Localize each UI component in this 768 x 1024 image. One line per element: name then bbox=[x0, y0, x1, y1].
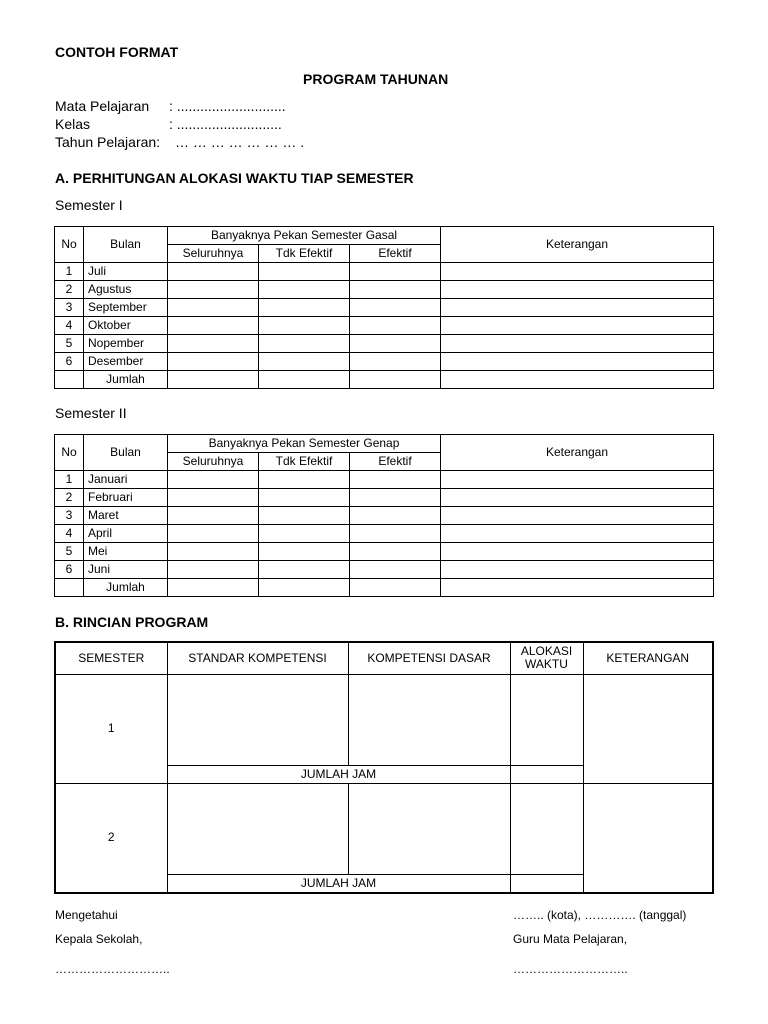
group-header: Banyaknya Pekan Semester Gasal bbox=[168, 227, 441, 245]
col-efektif-header: Efektif bbox=[350, 245, 441, 263]
col-tdk-efektif-header: Tdk Efektif bbox=[259, 245, 350, 263]
row-no: 2 bbox=[55, 489, 84, 507]
top-label: CONTOH FORMAT bbox=[55, 44, 179, 60]
sign-right-line-2: Guru Mata Pelajaran, bbox=[513, 932, 628, 946]
col-keterangan-header: Keterangan bbox=[441, 227, 714, 263]
table-row bbox=[55, 335, 714, 353]
row-no: 4 bbox=[55, 525, 84, 543]
table-row bbox=[55, 507, 714, 525]
semester-2-number: 2 bbox=[55, 783, 167, 893]
row-no: 2 bbox=[55, 281, 84, 299]
total-label: Jumlah bbox=[84, 579, 168, 597]
sign-left-line-1: Mengetahui bbox=[55, 908, 118, 922]
row-no: 5 bbox=[55, 543, 84, 561]
rincian-program-table bbox=[54, 641, 714, 894]
col-no-header: No bbox=[55, 227, 84, 263]
row-bulan: Februari bbox=[84, 489, 168, 507]
col-standar-kompetensi-header: STANDAR KOMPETENSI bbox=[167, 642, 348, 674]
semester-1-number: 1 bbox=[55, 674, 167, 783]
col-keterangan-header: Keterangan bbox=[441, 435, 714, 471]
total-row bbox=[55, 579, 714, 597]
semester-2-table bbox=[54, 434, 714, 597]
col-efektif-header: Efektif bbox=[350, 453, 441, 471]
row-no: 6 bbox=[55, 353, 84, 371]
jumlah-jam-2: JUMLAH JAM bbox=[167, 874, 510, 893]
row-bulan: Juni bbox=[84, 561, 168, 579]
field-tahun-label: Tahun Pelajaran: bbox=[55, 134, 161, 150]
semester-2-label: Semester II bbox=[55, 405, 127, 421]
field-tahun-value: … … … … … … … . bbox=[175, 134, 305, 150]
col-bulan-header: Bulan bbox=[84, 227, 168, 263]
col-semester-header: SEMESTER bbox=[55, 642, 167, 674]
row-no: 6 bbox=[55, 561, 84, 579]
total-label: Jumlah bbox=[84, 371, 168, 389]
table-row bbox=[55, 317, 714, 335]
table-row bbox=[55, 299, 714, 317]
col-kompetensi-dasar-header: KOMPETENSI DASAR bbox=[348, 642, 510, 674]
table-row bbox=[55, 471, 714, 489]
row-bulan: April bbox=[84, 525, 168, 543]
sign-right-line-1: …….. (kota), …………. (tanggal) bbox=[513, 908, 687, 922]
sign-left-line-3: ……………………….. bbox=[55, 962, 170, 976]
section-a-title: A. PERHITUNGAN ALOKASI WAKTU TIAP SEMESTER bbox=[55, 170, 414, 186]
col-seluruhnya-header: Seluruhnya bbox=[168, 245, 259, 263]
table-row bbox=[55, 489, 714, 507]
semester-1-label: Semester I bbox=[55, 197, 123, 213]
field-mata-pelajaran-label: Mata Pelajaran bbox=[55, 98, 150, 114]
col-alokasi-waktu-header: ALOKASI WAKTU bbox=[510, 642, 583, 674]
col-no-header: No bbox=[55, 435, 84, 471]
sign-left-line-2: Kepala Sekolah, bbox=[55, 932, 143, 946]
table-row bbox=[55, 353, 714, 371]
field-kelas-label: Kelas bbox=[55, 116, 91, 132]
table-row bbox=[55, 561, 714, 579]
row-bulan: Oktober bbox=[84, 317, 168, 335]
table-row bbox=[55, 525, 714, 543]
col-bulan-header: Bulan bbox=[84, 435, 168, 471]
row-no: 3 bbox=[55, 507, 84, 525]
row-no: 5 bbox=[55, 335, 84, 353]
page-title: PROGRAM TAHUNAN bbox=[303, 71, 449, 87]
field-mata-pelajaran-value: : ............................ bbox=[169, 98, 286, 114]
table-row bbox=[55, 263, 714, 281]
row-bulan: Januari bbox=[84, 471, 168, 489]
col-seluruhnya-header: Seluruhnya bbox=[168, 453, 259, 471]
row-bulan: Agustus bbox=[84, 281, 168, 299]
jumlah-jam-1: JUMLAH JAM bbox=[167, 765, 510, 783]
table-row bbox=[55, 281, 714, 299]
row-bulan: September bbox=[84, 299, 168, 317]
col-tdk-efektif-header: Tdk Efektif bbox=[259, 453, 350, 471]
row-bulan: Desember bbox=[84, 353, 168, 371]
total-row bbox=[55, 371, 714, 389]
row-bulan: Mei bbox=[84, 543, 168, 561]
row-bulan: Nopember bbox=[84, 335, 168, 353]
row-no: 1 bbox=[55, 471, 84, 489]
row-bulan: Juli bbox=[84, 263, 168, 281]
row-no: 1 bbox=[55, 263, 84, 281]
semester-1-table bbox=[54, 226, 714, 389]
field-kelas-value: : ........................... bbox=[169, 116, 282, 132]
table-row bbox=[55, 543, 714, 561]
col-keterangan-header: KETERANGAN bbox=[583, 642, 713, 674]
sign-right-line-3: ……………………….. bbox=[513, 962, 628, 976]
group-header: Banyaknya Pekan Semester Genap bbox=[168, 435, 441, 453]
section-b-title: B. RINCIAN PROGRAM bbox=[55, 614, 209, 630]
row-no: 4 bbox=[55, 317, 84, 335]
row-bulan: Maret bbox=[84, 507, 168, 525]
row-no: 3 bbox=[55, 299, 84, 317]
